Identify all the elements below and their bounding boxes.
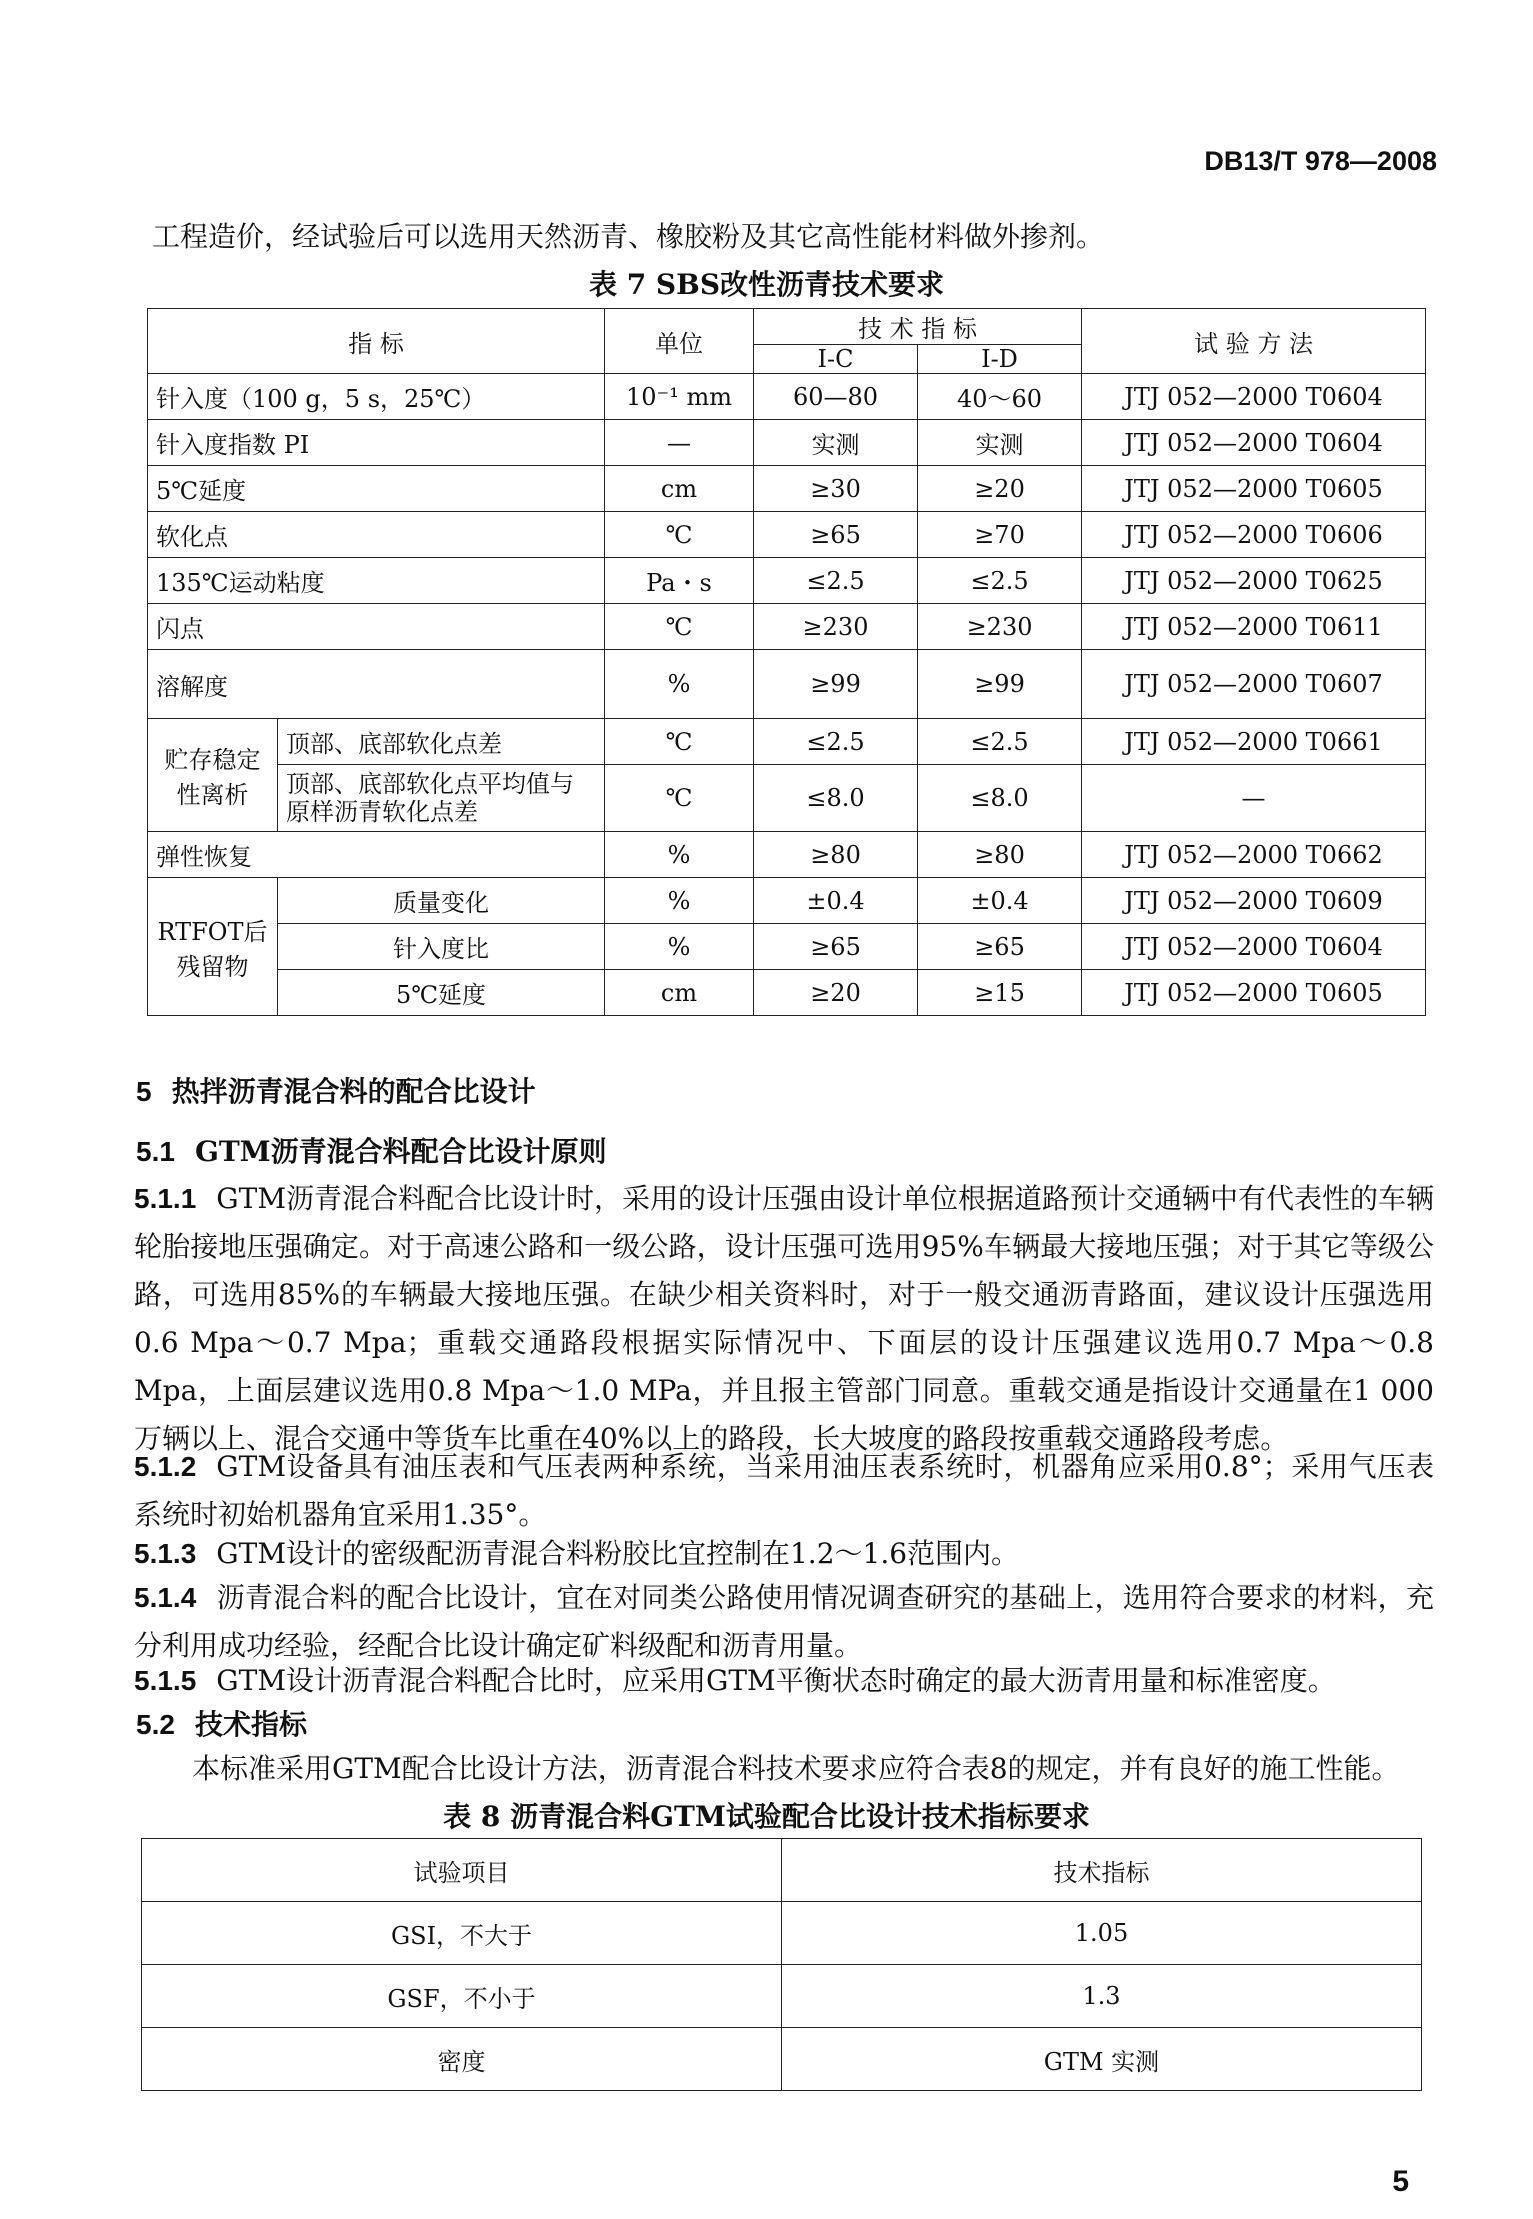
table-row (148, 832, 1426, 878)
table-row (148, 878, 1426, 924)
clause-text: GTM设计的密级配沥青混合料粉胶比宜控制在1.2～1.6范围内。 (216, 1537, 1020, 1570)
row-unit: % (605, 832, 754, 878)
clause-number: 5.1.4 (134, 1582, 197, 1613)
section-title: 热拌沥青混合料的配合比设计 (171, 1075, 536, 1108)
row-method: JTJ 052—2000 T0605 (1082, 970, 1426, 1016)
row-id: ≥80 (918, 832, 1082, 878)
clause-text: GTM设备具有油压表和气压表两种系统，当采用油压表系统时，机器角应采用0.8°；采用气压表系统时初始机器角宜采用1.35°。 (134, 1450, 1434, 1531)
row-ic: ≥65 (754, 512, 918, 558)
row-name: 5℃延度 (148, 466, 605, 512)
row-id: 40～60 (918, 374, 1082, 420)
table-row (148, 604, 1426, 650)
row-name: 135℃运动粘度 (148, 558, 605, 604)
row-id: ≥20 (918, 466, 1082, 512)
table-row (148, 765, 1426, 832)
table7 (147, 308, 1426, 1016)
row-name: 溶解度 (148, 650, 605, 719)
row-id: ±0.4 (918, 878, 1082, 924)
row-method: JTJ 052—2000 T0625 (1082, 558, 1426, 604)
document-code: DB13/T 978—2008 (1204, 146, 1437, 176)
th-tech: 技 术 指 标 (754, 309, 1082, 345)
storage-group-label: 贮存稳定性离析 (148, 719, 278, 832)
clause-text: 沥青混合料的配合比设计，宜在对同类公路使用情况调查研究的基础上，选用符合要求的材料，充分利用成功经验，经配合比设计确定矿料级配和沥青用量。 (134, 1581, 1434, 1662)
rtfot-group-label: RTFOT后残留物 (148, 878, 278, 1016)
row-name: 针入度（100 g，5 s，25℃） (148, 374, 605, 420)
row-method: JTJ 052—2000 T0605 (1082, 466, 1426, 512)
th-id: I-D (918, 345, 1082, 374)
th-indicator: 指 标 (148, 309, 605, 374)
row-name: 顶部、底部软化点差 (278, 719, 605, 765)
table8 (141, 1838, 1422, 2091)
row-ic: ≤2.5 (754, 558, 918, 604)
row-ic: ≤2.5 (754, 719, 918, 765)
paragraph-5-2: 本标准采用GTM配合比设计方法，沥青混合料技术要求应符合表8的规定，并有良好的施工性能。 (192, 1752, 1400, 1785)
table-row (142, 2028, 1422, 2091)
row-item: 密度 (142, 2028, 782, 2091)
row-unit: % (605, 650, 754, 719)
row-name: 顶部、底部软化点平均值与原样沥青软化点差 (278, 765, 605, 832)
section-number: 5.1 (136, 1136, 175, 1167)
section-title: GTM沥青混合料配合比设计原则 (194, 1135, 607, 1168)
row-unit: ℃ (605, 512, 754, 558)
row-ic: ≥30 (754, 466, 918, 512)
row-method: JTJ 052—2000 T0662 (1082, 832, 1426, 878)
table-row (148, 512, 1426, 558)
row-id: ≤2.5 (918, 719, 1082, 765)
section-5-1-heading (136, 1130, 607, 1170)
clause-text: GTM设计沥青混合料配合比时，应采用GTM平衡状态时确定的最大沥青用量和标准密度。 (216, 1664, 1336, 1697)
clause-number: 5.1.5 (134, 1665, 197, 1696)
th-test-item: 试验项目 (142, 1839, 782, 1902)
row-unit: ℃ (605, 719, 754, 765)
row-method: JTJ 052—2000 T0607 (1082, 650, 1426, 719)
table-row (142, 1965, 1422, 2028)
table-row (148, 650, 1426, 719)
row-method: JTJ 052—2000 T0661 (1082, 719, 1426, 765)
row-ic: ±0.4 (754, 878, 918, 924)
intro-paragraph: 工程造价，经试验后可以选用天然沥青、橡胶粉及其它高性能材料做外掺剂。 (152, 220, 1105, 253)
section-5-2-heading (136, 1703, 307, 1743)
table-row (142, 1902, 1422, 1965)
row-item: GSI，不大于 (142, 1902, 782, 1965)
row-ic: ≤8.0 (754, 765, 918, 832)
row-unit: Pa・s (605, 558, 754, 604)
row-value: GTM 实测 (782, 2028, 1422, 2091)
paragraph-5-1-5 (134, 1657, 1434, 1705)
row-name: 软化点 (148, 512, 605, 558)
clause-number: 5.1.3 (134, 1538, 197, 1569)
row-ic: ≥230 (754, 604, 918, 650)
row-method: JTJ 052—2000 T0611 (1082, 604, 1426, 650)
paragraph-5-1-2 (134, 1443, 1434, 1539)
row-method: — (1082, 765, 1426, 832)
row-id: ≤2.5 (918, 558, 1082, 604)
table-row (148, 970, 1426, 1016)
row-ic: ≥99 (754, 650, 918, 719)
table-row (148, 924, 1426, 970)
row-unit: % (605, 878, 754, 924)
row-unit: % (605, 924, 754, 970)
row-id: 实测 (918, 420, 1082, 466)
row-item: GSF，不小于 (142, 1965, 782, 2028)
row-method: JTJ 052—2000 T0604 (1082, 420, 1426, 466)
clause-number: 5.1.1 (134, 1183, 197, 1214)
section-number: 5 (136, 1076, 152, 1107)
row-name: 质量变化 (278, 878, 605, 924)
row-value: 1.3 (782, 1965, 1422, 2028)
row-id: ≥65 (918, 924, 1082, 970)
row-name: 5℃延度 (278, 970, 605, 1016)
th-ic: I-C (754, 345, 918, 374)
section-number: 5.2 (136, 1709, 175, 1740)
row-name: 针入度比 (278, 924, 605, 970)
table-row (148, 558, 1426, 604)
row-id: ≥70 (918, 512, 1082, 558)
th-tech-indicator: 技术指标 (782, 1839, 1422, 1902)
th-unit: 单位 (605, 309, 754, 374)
table-row (148, 374, 1426, 420)
paragraph-5-1-1 (134, 1175, 1434, 1463)
row-unit: ℃ (605, 765, 754, 832)
row-method: JTJ 052—2000 T0609 (1082, 878, 1426, 924)
paragraph-5-1-3 (134, 1530, 1434, 1578)
row-unit: 10⁻¹ mm (605, 374, 754, 420)
table-row (148, 466, 1426, 512)
row-id: ≥15 (918, 970, 1082, 1016)
row-ic: ≥80 (754, 832, 918, 878)
clause-text: GTM沥青混合料配合比设计时，采用的设计压强由设计单位根据道路预计交通辆中有代表性的车辆轮胎接地压强确定。对于高速公路和一级公路，设计压强可选用95%车辆最大接地压强；对于其它等级公路，可选用85%的车辆最大接地压强。在缺少相关资料时，对于一般交通沥青路面，建议设计压强选用0.6 Mpa～0.7 Mpa；重载交通路段根据实际情况中、下面层的设计压强建议选用0.7 Mpa～0.8 Mpa，上面层建议选用0.8 Mpa～1.0 MPa，并且报主管部门同意。重载交通是指设计交通量在1 000万辆以上、混合交通中等货车比重在40%以上的路段，长大坡度的路段按重载交通路段考虑。 (134, 1182, 1434, 1455)
row-unit: cm (605, 466, 754, 512)
row-id: ≤8.0 (918, 765, 1082, 832)
th-method: 试 验 方 法 (1082, 309, 1426, 374)
section-title: 技术指标 (194, 1708, 307, 1741)
row-method: JTJ 052—2000 T0604 (1082, 924, 1426, 970)
row-unit: — (605, 420, 754, 466)
table7-caption: 表 7 SBS改性沥青技术要求 (588, 268, 945, 301)
page-number: 5 (1392, 2165, 1409, 2198)
row-id: ≥230 (918, 604, 1082, 650)
row-name: 闪点 (148, 604, 605, 650)
row-ic: 60—80 (754, 374, 918, 420)
table8-caption: 表 8 沥青混合料GTM试验配合比设计技术指标要求 (443, 1800, 1090, 1833)
row-id: ≥99 (918, 650, 1082, 719)
row-ic: 实测 (754, 420, 918, 466)
row-ic: ≥20 (754, 970, 918, 1016)
row-name: 弹性恢复 (148, 832, 605, 878)
row-unit: cm (605, 970, 754, 1016)
section-5-heading (136, 1070, 536, 1110)
row-ic: ≥65 (754, 924, 918, 970)
table-row (148, 420, 1426, 466)
row-method: JTJ 052—2000 T0606 (1082, 512, 1426, 558)
row-value: 1.05 (782, 1902, 1422, 1965)
paragraph-5-1-4 (134, 1574, 1434, 1670)
row-name: 针入度指数 PI (148, 420, 605, 466)
clause-number: 5.1.2 (134, 1451, 197, 1482)
row-unit: ℃ (605, 604, 754, 650)
row-method: JTJ 052—2000 T0604 (1082, 374, 1426, 420)
table-row (148, 719, 1426, 765)
